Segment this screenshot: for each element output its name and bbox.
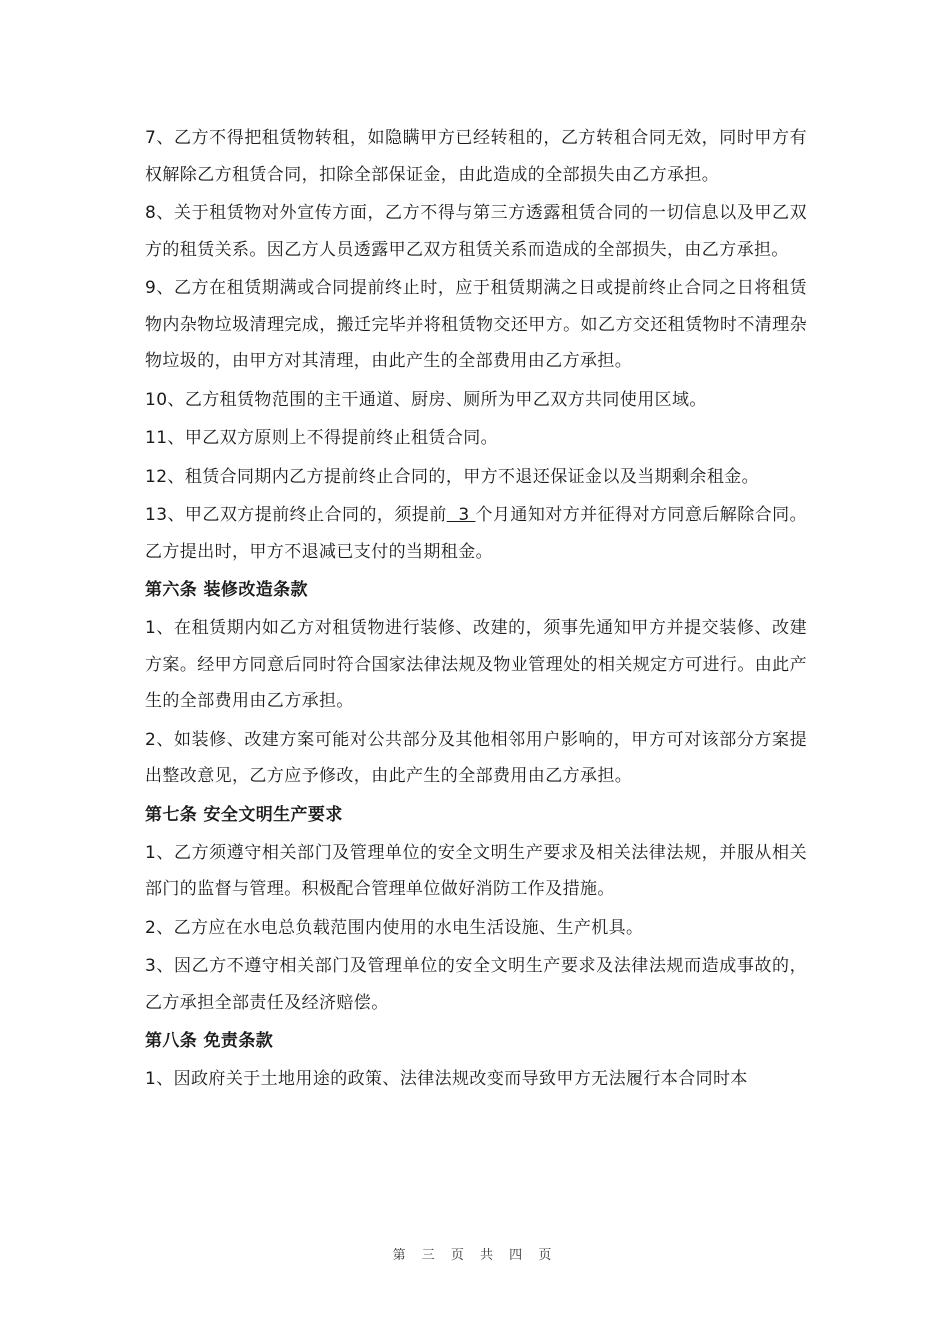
clause-8-1: 1、因政府关于土地用途的政策、法律法规改变而导致甲方无法履行本合同时本 — [145, 1069, 748, 1089]
clause-5-8: 8、关于租赁物对外宣传方面，乙方不得与第三方透露租赁合同的一切信息以及甲乙双方的租赁关系。因乙方人员透露甲乙双方租赁关系而造成的全部损失，由乙方承担。 — [145, 203, 807, 260]
article-7-heading: 第七条 安全文明生产要求 — [145, 804, 343, 825]
clause-5-13-after: 个月通知对方并征得对方同意后解除合同。乙方提出时，甲方不退减已支付的当期租金。 — [145, 505, 807, 562]
clause-5-13 — [145, 497, 807, 570]
notice-months-blank: 3 — [446, 505, 476, 525]
clause-6-1: 1、在租赁期内如乙方对租赁物进行装修、改建的，须事先通知甲方并提交装修、改建方案。经甲方同意后同时符合国家法律法规及物业管理处的相关规定方可进行。由此产生的全部费用由乙方承担。 — [145, 618, 807, 711]
article-6-heading: 第六条 装修改造条款 — [145, 580, 308, 600]
clause-5-9: 9、乙方在租赁期满或合同提前终止时，应于租赁期满之日或提前终止合同之日将租赁物内杂物垃圾清理完成，搬迁完毕并将租赁物交还甲方。如乙方交还租赁物时不清理杂物垃圾的，由甲方对其清理，由此产生的全部费用由乙方承担。 — [145, 278, 807, 371]
clause-5-13-before: 13、甲乙双方提前终止合同的，须提前 — [145, 505, 447, 525]
clause-5-11: 11、甲乙双方原则上不得提前终止租赁合同。 — [145, 428, 499, 448]
clause-7-3: 3、因乙方不遵守相关部门及管理单位的安全文明生产要求及法律法规而造成事故的，乙方承担全部责任及经济赔偿。 — [145, 956, 807, 1013]
document-body — [145, 120, 807, 1100]
page-footer: 第 三 页 共 四 页 — [392, 1248, 558, 1263]
clause-7-1: 1、乙方须遵守相关部门及管理单位的安全文明生产要求及相关法律法规，并服从相关部门的监督与管理。积极配合管理单位做好消防工作及措施。 — [145, 842, 807, 899]
clause-5-7: 7、乙方不得把租赁物转租，如隐瞒甲方已经转租的，乙方转租合同无效，同时甲方有权解除乙方租赁合同，扣除全部保证金，由此造成的全部损失由乙方承担。 — [145, 128, 807, 185]
clause-5-10: 10、乙方租赁物范围的主干通道、厨房、厕所为甲乙双方共同使用区域。 — [145, 389, 707, 410]
clause-7-2: 2、乙方应在水电总负载范围内使用的水电生活设施、生产机具。 — [145, 917, 644, 938]
clause-6-2: 2、如装修、改建方案可能对公共部分及其他相邻用户影响的，甲方可对该部分方案提出整改意见，乙方应予修改，由此产生的全部费用由乙方承担。 — [145, 729, 807, 786]
clause-5-12: 12、租赁合同期内乙方提前终止合同的，甲方不退还保证金以及当期剩余租金。 — [145, 466, 760, 487]
article-8-heading: 第八条 免责条款 — [145, 1031, 274, 1051]
